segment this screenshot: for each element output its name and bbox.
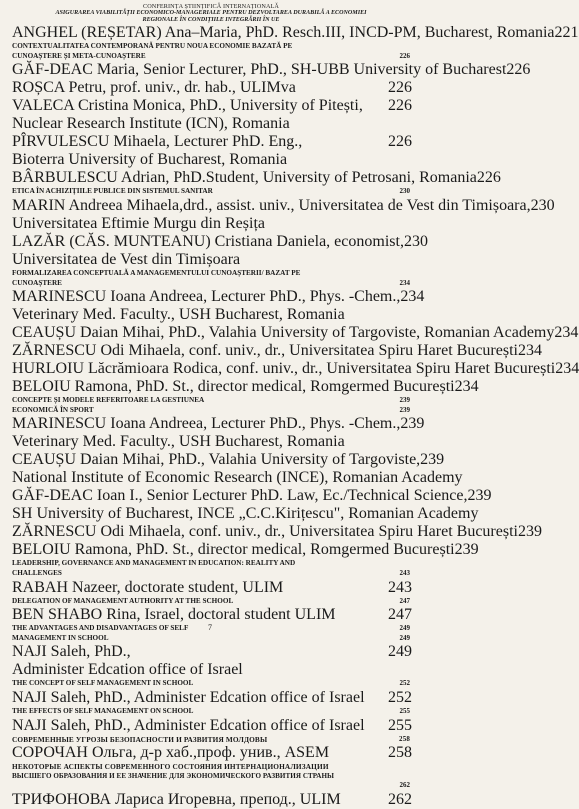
toc-title-text: FORMALIZAREA CONCEPTUALĂ A MANAGEMENTULUI CUNOAȘTERII/ BAZAT PE xyxy=(12,269,301,278)
toc-author-row xyxy=(12,342,542,360)
toc-author-text: BELOIU Ramona, PhD. St., director medical, Romgermed București xyxy=(12,541,455,559)
toc-page-number: 234 xyxy=(555,360,579,378)
toc-author-row xyxy=(12,541,479,559)
toc-title-row xyxy=(12,406,410,416)
toc-author-row xyxy=(12,643,410,661)
toc-page-number: 239 xyxy=(400,415,425,433)
toc-author-row xyxy=(12,433,410,451)
toc-author-row xyxy=(12,487,492,505)
toc-title-text: THE CONCEPT OF SELF MANAGEMENT IN SCHOOL xyxy=(12,679,194,688)
toc-author-text: NAJI Saleh, PhD., xyxy=(12,643,131,661)
toc-author-text: NAJI Saleh, PhD., Administer Edcation office of Israel xyxy=(12,689,365,706)
toc-author-text: NAJI Saleh, PhD., Administer Edcation office of Israel xyxy=(12,716,365,734)
toc-title-row xyxy=(12,42,410,52)
toc-author-text: RABAH Nazeer, doctorate student, ULIM xyxy=(12,578,284,596)
toc-title-row xyxy=(12,187,410,197)
toc-page-number: 239 xyxy=(399,405,410,414)
toc-page-number: 234 xyxy=(454,378,479,396)
toc-title-row xyxy=(12,396,410,406)
toc-page-number: 239 xyxy=(467,487,492,505)
toc-author-text: ТРИФОНОВА Лариса Игоревна, препод., ULIM xyxy=(12,790,341,808)
toc-author-text: ANGHEL (REȘETAR) Ana–Maria, PhD. Resch.III, INCD-PM, Bucharest, Romania xyxy=(12,24,555,42)
toc-page-number: 262 xyxy=(388,790,412,808)
toc-author-text: Veterinary Med. Faculty., USH Bucharest, Romania xyxy=(12,306,345,324)
toc-author-row xyxy=(12,469,463,487)
toc-page-number: 239 xyxy=(420,451,445,469)
toc-page-number: 243 xyxy=(388,578,412,596)
toc-page-number: 221 xyxy=(554,24,579,42)
toc-author-row xyxy=(12,717,410,735)
toc-author-text: SH University of Bucharest, INCE „C.C.Kirițescu", Romanian Academy xyxy=(12,505,479,523)
toc-page-number: 234 xyxy=(517,342,542,360)
toc-page-number: 230 xyxy=(399,187,410,196)
toc-author-text: СОРОЧАН Ольга, д-р хаб.,проф. унив., ASEM xyxy=(12,744,330,762)
toc-author-text: PÎRVULESCU Mihaela, Lecturer PhD. Eng., xyxy=(12,133,303,151)
toc-author-row xyxy=(12,378,479,396)
toc-author-text: ZĂRNESCU Odi Mihaela, conf. univ., dr., Universitatea Spiru Haret București xyxy=(12,342,518,360)
toc-author-row xyxy=(12,505,479,523)
toc-author-text: CEAUȘU Daian Mihai, PhD., Valahia University of Targoviste, xyxy=(12,451,421,469)
toc-title-text: НЕКОТОРЫЕ АСПЕКТЫ СОВРЕМЕННОГО СОСТОЯНИЯ ИНТЕРНАЦИОНАЛИЗАЦИИ xyxy=(12,762,329,772)
toc-author-text: ZĂRNESCU Odi Mihaela, conf. univ., dr., Universitatea Spiru Haret București xyxy=(12,523,518,541)
toc-author-row xyxy=(12,251,410,269)
toc-author-text: Bioterra University of Bucharest, Romania xyxy=(12,151,288,169)
toc-page-number: 252 xyxy=(399,679,410,688)
toc-page-number: 239 xyxy=(399,396,410,405)
toc-title-row xyxy=(12,597,410,607)
toc-title-row xyxy=(12,569,410,579)
toc-title-text: CONTEXTUALITATEA CONTEMPORANĂ PENTRU NOUA ECONOMIE BAZATĂ PE xyxy=(12,42,293,51)
toc-title-text: CHALLENGES xyxy=(12,569,62,578)
toc-author-text: BEN SHABO Rina, Israel, doctoral student ULIM xyxy=(12,606,336,624)
toc-title-text: ECONOMICĂ ÎN SPORT xyxy=(12,405,94,414)
toc-title-row xyxy=(12,279,410,289)
toc-page-number: 262 xyxy=(399,781,410,790)
toc-author-row xyxy=(12,197,555,215)
header-line-1: CONFERINȚA ȘTIINȚIFICĂ INTERNAȚIONALĂ xyxy=(142,3,280,10)
toc-author-text: LAZĂR (CĂS. MUNTEANU) Cristiana Daniela, economist, xyxy=(12,233,404,251)
toc-page-number: 239 xyxy=(454,541,479,559)
toc-page-number: 234 xyxy=(554,324,579,342)
toc-author-text: HURLOIU Lăcrămioara Rodica, conf. univ., dr., Universitatea Spiru Haret București xyxy=(12,360,556,378)
toc-page-number: 230 xyxy=(403,233,428,251)
toc-title-row xyxy=(12,772,410,782)
toc-author-row xyxy=(12,115,410,133)
toc-author-row xyxy=(12,415,425,433)
toc-page-number: 258 xyxy=(399,734,410,743)
toc-title-text: СОВРЕМЕННЫЕ УГРОЗЫ БЕЗОПАСНОСТИ И РАЗВИТИЯ МОЛДОВЫ xyxy=(12,734,268,744)
toc-title-text: LEADERSHIP, GOVERNANCE AND MANAGEMENT IN EDUCATION: REALITY AND xyxy=(12,559,296,568)
toc-title-text: MANAGEMENT IN SCHOOL xyxy=(12,633,109,642)
toc-page-number: 226 xyxy=(388,133,412,151)
toc-page-number: 255 xyxy=(388,716,412,734)
toc-title-row xyxy=(12,735,410,745)
toc-author-row xyxy=(12,451,445,469)
toc-author-text: GĂF-DEAC Ioan I., Senior Lecturer PhD. Law, Ec./Technical Science, xyxy=(12,487,468,505)
toc-title-text: THE EFFECTS OF SELF MANAGEMENT ON SCHOOL xyxy=(12,707,194,715)
toc-author-row xyxy=(12,97,410,115)
toc-page-number: 249 xyxy=(399,624,410,633)
toc-author-row xyxy=(12,169,501,187)
toc-author-row xyxy=(12,689,410,707)
toc-author-text: CEAUȘU Daian Mihai, PhD., Valahia University of Targoviste, Romanian Academy xyxy=(12,324,555,342)
toc-title-text: CUNOAȘTERE xyxy=(12,278,62,287)
toc-author-row xyxy=(12,579,410,597)
toc-author-row xyxy=(12,791,410,809)
toc-author-text: Nuclear Research Institute (ICN), Romania xyxy=(12,115,290,133)
toc-author-row xyxy=(12,324,579,342)
toc-author-row xyxy=(12,288,425,306)
toc-title-text: CONCEPTE ȘI MODELE REFERITOARE LA GESTIUNEA xyxy=(12,396,205,405)
toc-author-row xyxy=(12,306,410,324)
toc-author-row xyxy=(12,24,579,42)
toc-page-number: 226 xyxy=(506,61,531,79)
toc-page-number: 239 xyxy=(517,523,542,541)
toc-page-number: 226 xyxy=(476,169,501,187)
toc-author-row xyxy=(12,151,410,169)
toc-author-text: National Institute of Economic Research (INCE), Romanian Academy xyxy=(12,469,463,487)
toc-author-text: MARINESCU Ioana Andreea, Lecturer PhD., Phys. -Chem., xyxy=(12,288,401,306)
toc-page-number: 243 xyxy=(399,569,410,578)
toc-author-text: Universitatea de Vest din Timișoara xyxy=(12,251,241,269)
toc-page-number: 255 xyxy=(399,707,410,715)
toc-page-number: 234 xyxy=(400,288,425,306)
toc-page-number: 226 xyxy=(388,97,412,115)
header-line-3: REGIONALE ÎN CONDIȚIILE INTEGRĂRII ÎN UE xyxy=(142,17,280,24)
toc-author-row xyxy=(12,133,410,151)
toc-page-number: 247 xyxy=(388,606,412,624)
toc-author-text: BELOIU Ramona, PhD. St., director medical, Romgermed București xyxy=(12,378,455,396)
toc-page-number: 230 xyxy=(530,197,555,215)
toc-author-text: Universitatea Eftimie Murgu din Reșița xyxy=(12,215,265,233)
toc-title-row xyxy=(12,269,410,279)
toc-author-text: Administer Edcation office of Israel xyxy=(12,661,243,679)
toc-title-row xyxy=(12,762,410,772)
toc-title-text: DELEGATION OF MANAGEMENT AUTHORITY AT THE SCHOOL xyxy=(12,596,234,605)
toc-author-row xyxy=(12,61,531,79)
toc-page-number: 258 xyxy=(388,744,412,762)
toc-page-number: 249 xyxy=(399,633,410,642)
toc-title-row xyxy=(12,679,410,689)
toc-author-text: BÂRBULESCU Adrian, PhD.Student, University of Petrosani, Romania xyxy=(12,169,477,187)
toc-author-text: Veterinary Med. Faculty., USH Bucharest, Romania xyxy=(12,433,345,451)
toc-author-text: ROȘCA Petru, prof. univ., dr. hab., ULIMva xyxy=(12,79,296,97)
toc-title-text: CUNOAȘTERE ȘI META-CUNOAȘTERE xyxy=(12,51,146,60)
toc-author-row xyxy=(12,215,410,233)
toc-page-number: 252 xyxy=(388,689,412,706)
toc-title-row xyxy=(12,707,410,717)
toc-author-row xyxy=(12,744,410,762)
toc-page-number: 226 xyxy=(388,79,412,97)
toc-page-number: 226 xyxy=(399,51,410,60)
toc-author-text: MARIN Andreea Mihaela,drd., assist. univ., Universitatea de Vest din Timișoara, xyxy=(12,197,531,215)
toc-author-row xyxy=(12,523,542,541)
toc-author-text: MARINESCU Ioana Andreea, Lecturer PhD., Phys. -Chem., xyxy=(12,415,401,433)
toc-author-row xyxy=(12,79,410,97)
toc-title-row xyxy=(12,559,410,569)
conference-header xyxy=(12,3,410,24)
toc-author-text: VALECA Cristina Monica, PhD., University of Pitești, xyxy=(12,97,363,115)
toc-title-text: ETICA ÎN ACHIZIȚIILE PUBLICE DIN SISTEMUL SANITAR xyxy=(12,187,213,196)
toc-title-text: ВЫСШЕГО ОБРАЗОВАНИЯ И ЕЕ ЗНАЧЕНИЕ ДЛЯ ЭКОНОМИЧЕСКОГО РАЗВИТИЯ СТРАНЫ xyxy=(12,771,335,780)
toc-title-text: THE ADVANTAGES AND DISADVANTAGES OF SELF xyxy=(12,624,189,633)
toc-author-row xyxy=(12,233,428,251)
toc-author-row xyxy=(12,661,410,679)
toc-page-number: 249 xyxy=(388,643,412,661)
table-of-contents xyxy=(12,24,579,809)
toc-page-number: 234 xyxy=(399,278,410,287)
toc-page-number: 247 xyxy=(399,596,410,605)
toc-author-row xyxy=(12,606,410,624)
toc-title-row xyxy=(12,634,410,644)
toc-author-text: GĂF-DEAC Maria, Senior Lecturer, PhD., SH-UBB University of Bucharest xyxy=(12,61,507,79)
page-number: 7 xyxy=(208,623,212,632)
toc-page xyxy=(12,3,579,809)
toc-title-row xyxy=(12,781,410,791)
toc-author-row xyxy=(12,360,579,378)
header-line-2: ASIGURAREA VIABILITĂȚII ECONOMICO-MANAGERIALE PENTRU DEZVOLTAREA DURABILĂ A ECONOMIEI xyxy=(55,10,367,17)
